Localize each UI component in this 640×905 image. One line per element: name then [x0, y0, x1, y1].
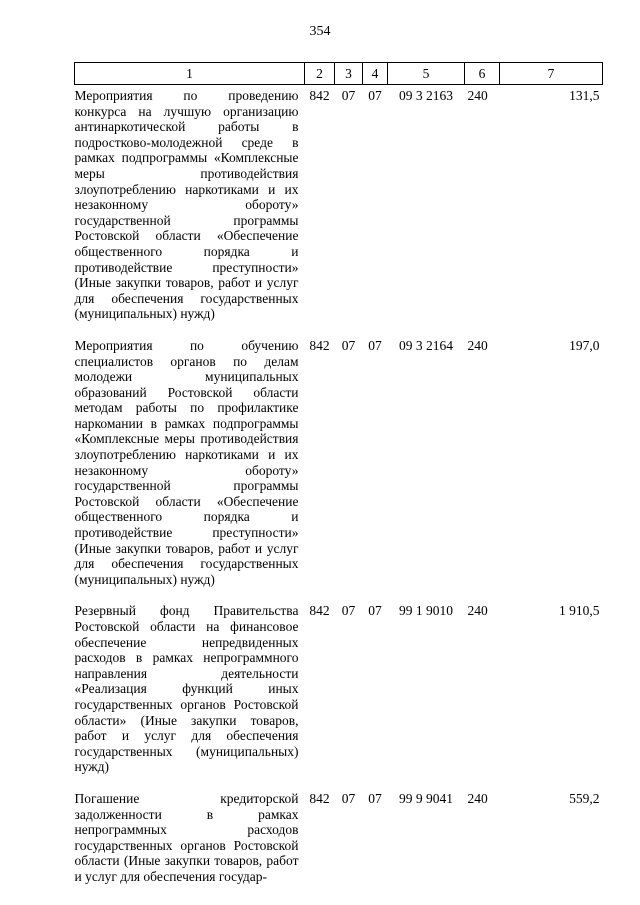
row-rz: 07 [341, 603, 356, 619]
table-row [75, 603, 603, 791]
header-row [75, 63, 603, 85]
column-header-csr: 5 [388, 63, 465, 85]
row-csr: 99 9 9041 [399, 790, 453, 806]
row-pr: 07 [368, 603, 382, 619]
row-description: Мероприятия по обучению специалистов органов по делам молодежи муниципальных образований Ростовской области методам работы по профилактике наркомании в рамках подпрограммы «Комплексные меры противодействия злоупотреблению наркотиками и их незаконному обороту» государственной программы Ростовской области «Обеспечение общественного порядка и противодействие преступности» (Иные закупки товаров, работ и услуг для обеспечения государственных (муниципальных) нужд) [74, 337, 299, 587]
page-number: 354 [309, 24, 331, 39]
row-sum: 197,0 [569, 337, 600, 353]
table-row [75, 791, 603, 901]
row-csr: 09 3 2164 [399, 337, 453, 353]
column-header-description: 1 [75, 63, 305, 85]
row-sum: 131,5 [569, 88, 600, 103]
row-gr: 842 [309, 603, 330, 619]
column-header-pr: 4 [363, 63, 388, 85]
row-vr: 240 [467, 337, 488, 353]
row-sum: 1 910,5 [559, 603, 600, 619]
row-pr: 07 [368, 88, 382, 103]
row-vr: 240 [467, 603, 488, 619]
row-pr: 07 [368, 337, 382, 353]
row-vr: 240 [467, 790, 488, 806]
column-header-rz: 3 [335, 63, 363, 85]
row-csr: 09 3 2163 [399, 88, 453, 103]
column-header-gr: 2 [305, 63, 335, 85]
row-pr: 07 [368, 790, 382, 806]
table-row [75, 338, 603, 604]
row-sum: 559,2 [569, 790, 600, 806]
row-rz: 07 [341, 88, 356, 103]
row-description: Резервный фонд Правительства Ростовской области на финансовое обеспечение непредвиденных расходов в рамках непрограммного направления деятельности «Реализация функций иных государственных органов Ростовской области» (Иные закупки товаров, работ и услуг для обеспечения государственных (муниципальных) нужд) [74, 603, 299, 775]
budget-table [74, 62, 603, 901]
column-header-vr: 6 [465, 63, 500, 85]
row-description: Мероприятия по проведению конкурса на лучшую организацию антинаркотической работы в подростково-молодежной среде в рамках подпрограммы «Комплексные меры противодействия злоупотреблению наркотиками и их незаконному обороту» государственной программы Ростовской области «Обеспечение общественного порядка и противодействие преступности» (Иные закупки товаров, работ и услуг для обеспечения государственных (муниципальных) нужд) [74, 88, 299, 322]
row-vr: 240 [467, 88, 488, 103]
table-row [75, 85, 603, 338]
row-csr: 99 1 9010 [399, 603, 453, 619]
row-rz: 07 [341, 790, 356, 806]
row-gr: 842 [309, 88, 330, 103]
row-rz: 07 [341, 337, 356, 353]
row-gr: 842 [309, 337, 330, 353]
column-header-sum: 7 [500, 63, 603, 85]
row-gr: 842 [309, 790, 330, 806]
row-description: Погашение кредиторской задолженности в рамках непрограммных расходов государственных органов Ростовской области (Иные закупки товаров, работ и услуг для обеспечения государ- [74, 790, 299, 884]
